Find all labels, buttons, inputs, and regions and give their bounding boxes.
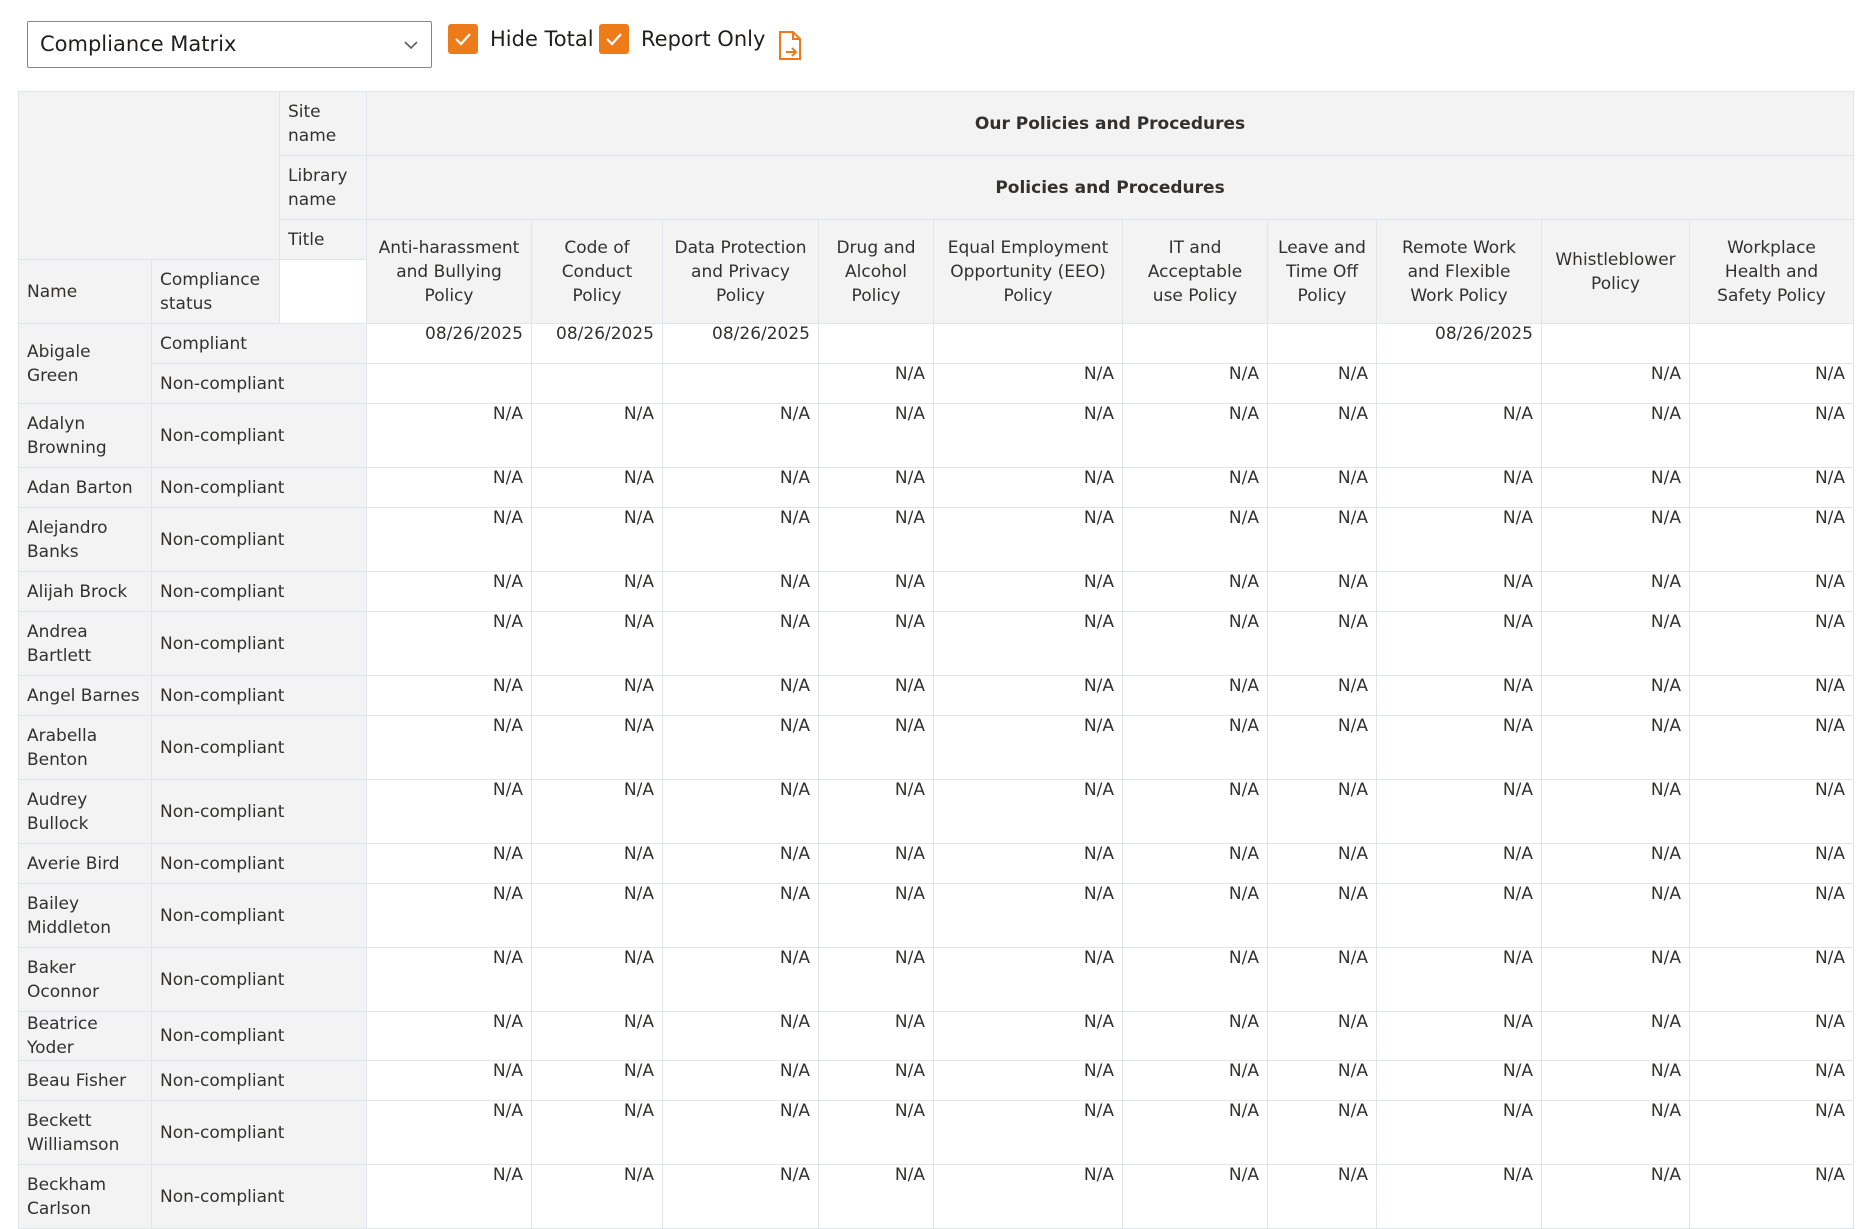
table-row [19, 884, 1854, 948]
matrix-cell[interactable]: N/A [1268, 1101, 1377, 1165]
matrix-cell[interactable]: N/A [1542, 404, 1690, 468]
matrix-cell[interactable] [532, 364, 663, 404]
matrix-cell[interactable]: N/A [367, 676, 532, 716]
table-row [19, 716, 1854, 780]
matrix-body [19, 324, 1854, 1229]
matrix-cell[interactable]: N/A [663, 1165, 819, 1229]
matrix-cell[interactable]: N/A [819, 1061, 934, 1101]
matrix-cell[interactable]: N/A [1377, 1165, 1542, 1229]
matrix-cell[interactable]: N/A [819, 468, 934, 508]
column-header[interactable]: Equal Employment Opportunity (EEO) Policy [934, 220, 1123, 324]
matrix-cell[interactable]: N/A [1542, 844, 1690, 884]
matrix-cell[interactable]: N/A [1690, 612, 1854, 676]
row-status: Non-compliant [152, 404, 367, 468]
matrix-cell[interactable]: N/A [1123, 1101, 1268, 1165]
table-row [19, 468, 1854, 508]
row-name: Beckham Carlson [19, 1165, 152, 1229]
matrix-cell[interactable]: N/A [1268, 404, 1377, 468]
matrix-cell[interactable]: N/A [934, 572, 1123, 612]
matrix-cell[interactable]: N/A [1268, 1165, 1377, 1229]
column-header[interactable]: Drug and Alcohol Policy [819, 220, 934, 324]
matrix-cell[interactable]: N/A [1377, 468, 1542, 508]
row-name: Alijah Brock [19, 572, 152, 612]
toolbar [0, 0, 1873, 90]
matrix-cell[interactable]: N/A [1377, 844, 1542, 884]
matrix-cell[interactable]: N/A [1123, 364, 1268, 404]
matrix-cell[interactable]: N/A [934, 364, 1123, 404]
matrix-cell[interactable]: N/A [934, 468, 1123, 508]
matrix-cell[interactable]: N/A [934, 1012, 1123, 1061]
matrix-cell[interactable]: N/A [1268, 716, 1377, 780]
table-row [19, 1061, 1854, 1101]
matrix-cell[interactable]: N/A [1268, 884, 1377, 948]
matrix-cell[interactable]: N/A [532, 1012, 663, 1061]
row-status: Non-compliant [152, 948, 367, 1012]
matrix-cell[interactable] [1268, 324, 1377, 364]
matrix-cell[interactable]: N/A [367, 1061, 532, 1101]
matrix-cell[interactable]: N/A [367, 780, 532, 844]
matrix-cell[interactable]: N/A [1690, 508, 1854, 572]
matrix-cell[interactable]: N/A [1690, 780, 1854, 844]
matrix-cell[interactable]: N/A [1123, 1012, 1268, 1061]
matrix-cell[interactable]: N/A [663, 1012, 819, 1061]
matrix-cell[interactable]: N/A [1690, 404, 1854, 468]
matrix-cell[interactable]: N/A [819, 884, 934, 948]
header-corner [19, 92, 280, 260]
matrix-cell[interactable]: N/A [1123, 612, 1268, 676]
chevron-down-icon [403, 39, 419, 51]
matrix-cell[interactable]: N/A [367, 468, 532, 508]
row-status: Non-compliant [152, 844, 367, 884]
matrix-cell[interactable]: N/A [532, 780, 663, 844]
matrix-cell[interactable] [934, 324, 1123, 364]
matrix-cell[interactable]: N/A [1377, 716, 1542, 780]
column-header[interactable]: Whistleblower Policy [1542, 220, 1690, 324]
matrix-cell[interactable]: N/A [367, 1101, 532, 1165]
matrix-cell[interactable]: N/A [532, 404, 663, 468]
matrix-cell[interactable]: N/A [663, 612, 819, 676]
matrix-cell[interactable]: N/A [1542, 1061, 1690, 1101]
matrix-cell[interactable]: N/A [367, 716, 532, 780]
matrix-cell[interactable]: N/A [1123, 572, 1268, 612]
matrix-cell[interactable]: N/A [1542, 1101, 1690, 1165]
matrix-cell[interactable]: N/A [663, 404, 819, 468]
matrix-cell[interactable]: 08/26/2025 [532, 324, 663, 364]
matrix-cell[interactable]: N/A [1123, 676, 1268, 716]
matrix-cell[interactable]: N/A [532, 508, 663, 572]
matrix-cell[interactable]: N/A [532, 468, 663, 508]
matrix-cell[interactable]: N/A [1542, 780, 1690, 844]
matrix-cell[interactable]: N/A [1690, 572, 1854, 612]
matrix-cell[interactable]: N/A [367, 612, 532, 676]
matrix-cell[interactable]: N/A [1377, 1012, 1542, 1061]
row-name: Adan Barton [19, 468, 152, 508]
row-status: Non-compliant [152, 1061, 367, 1101]
row-status: Non-compliant [152, 1012, 367, 1061]
table-row [19, 1101, 1854, 1165]
matrix-cell[interactable]: N/A [367, 508, 532, 572]
matrix-cell[interactable]: N/A [934, 1061, 1123, 1101]
matrix-cell[interactable]: N/A [1268, 1061, 1377, 1101]
row-status: Non-compliant [152, 572, 367, 612]
table-row [19, 948, 1854, 1012]
matrix-cell[interactable]: N/A [1542, 364, 1690, 404]
matrix-cell[interactable]: N/A [1690, 676, 1854, 716]
row-name: Angel Barnes [19, 676, 152, 716]
matrix-cell[interactable]: N/A [1690, 844, 1854, 884]
column-header[interactable]: Leave and Time Off Policy [1268, 220, 1377, 324]
matrix-cell[interactable]: N/A [532, 572, 663, 612]
row-name: Andrea Bartlett [19, 612, 152, 676]
matrix-cell[interactable]: N/A [532, 948, 663, 1012]
matrix-cell[interactable]: N/A [1690, 884, 1854, 948]
matrix-cell[interactable]: N/A [532, 612, 663, 676]
row-status: Non-compliant [152, 1101, 367, 1165]
matrix-cell[interactable]: N/A [1542, 612, 1690, 676]
status-column-header[interactable]: Compliance status [152, 260, 280, 324]
matrix-cell[interactable]: N/A [819, 780, 934, 844]
matrix-cell[interactable]: N/A [1690, 1165, 1854, 1229]
matrix-cell[interactable] [1377, 364, 1542, 404]
row-status: Non-compliant [152, 468, 367, 508]
matrix-cell[interactable]: N/A [1123, 884, 1268, 948]
report-only-label: Report Only [641, 27, 766, 51]
matrix-cell[interactable]: N/A [1123, 468, 1268, 508]
matrix-cell[interactable]: N/A [1123, 716, 1268, 780]
row-status: Non-compliant [152, 716, 367, 780]
matrix-cell[interactable]: N/A [1690, 1061, 1854, 1101]
compliance-matrix-table [18, 91, 1854, 1229]
row-name: Beau Fisher [19, 1061, 152, 1101]
matrix-cell[interactable]: N/A [1542, 508, 1690, 572]
matrix-cell[interactable]: N/A [1690, 1012, 1854, 1061]
matrix-cell[interactable]: N/A [819, 572, 934, 612]
matrix-cell[interactable]: N/A [367, 884, 532, 948]
table-row [19, 676, 1854, 716]
matrix-cell[interactable]: N/A [532, 1061, 663, 1101]
table-row [19, 844, 1854, 884]
matrix-cell[interactable]: N/A [1123, 1165, 1268, 1229]
column-header[interactable]: Code of Conduct Policy [532, 220, 663, 324]
matrix-cell[interactable]: N/A [934, 612, 1123, 676]
table-row [19, 612, 1854, 676]
matrix-cell[interactable]: N/A [1377, 572, 1542, 612]
table-row [19, 324, 1854, 364]
matrix-cell[interactable]: N/A [532, 716, 663, 780]
matrix-cell[interactable] [663, 364, 819, 404]
site-name-label: Site name [280, 92, 367, 156]
matrix-cell[interactable] [367, 364, 532, 404]
library-name-label: Library name [280, 156, 367, 220]
matrix-cell[interactable]: N/A [819, 1101, 934, 1165]
matrix-cell[interactable] [1542, 324, 1690, 364]
matrix-cell[interactable]: N/A [934, 1101, 1123, 1165]
table-row [19, 1165, 1854, 1229]
matrix-cell[interactable]: N/A [1690, 364, 1854, 404]
matrix-cell[interactable] [1123, 324, 1268, 364]
matrix-cell[interactable]: N/A [819, 1165, 934, 1229]
title-blank-cell [280, 260, 367, 324]
matrix-cell[interactable] [1690, 324, 1854, 364]
matrix-cell[interactable]: N/A [1377, 404, 1542, 468]
row-name: Averie Bird [19, 844, 152, 884]
matrix-cell[interactable]: 08/26/2025 [1377, 324, 1542, 364]
row-status: Non-compliant [152, 508, 367, 572]
row-status: Compliant [152, 324, 367, 364]
column-header[interactable]: IT and Acceptable use Policy [1123, 220, 1268, 324]
matrix-cell[interactable]: N/A [663, 1101, 819, 1165]
matrix-cell[interactable]: N/A [1377, 1101, 1542, 1165]
table-row [19, 404, 1854, 468]
row-status: Non-compliant [152, 780, 367, 844]
matrix-cell[interactable]: N/A [1268, 948, 1377, 1012]
matrix-cell[interactable]: N/A [1690, 948, 1854, 1012]
matrix-cell[interactable]: N/A [1690, 1101, 1854, 1165]
matrix-cell[interactable]: N/A [934, 884, 1123, 948]
matrix-cell[interactable]: N/A [1377, 612, 1542, 676]
matrix-cell[interactable]: N/A [663, 468, 819, 508]
matrix-cell[interactable]: N/A [1268, 364, 1377, 404]
matrix-cell[interactable]: N/A [1268, 676, 1377, 716]
matrix-cell[interactable]: N/A [1268, 508, 1377, 572]
column-header[interactable]: Workplace Health and Safety Policy [1690, 220, 1854, 324]
matrix-cell[interactable]: N/A [367, 1012, 532, 1061]
row-name: Beckett Williamson [19, 1101, 152, 1165]
matrix-cell[interactable]: N/A [1377, 780, 1542, 844]
matrix-cell[interactable]: N/A [819, 1012, 934, 1061]
matrix-cell[interactable]: N/A [1690, 468, 1854, 508]
matrix-cell[interactable]: N/A [663, 716, 819, 780]
matrix-cell[interactable]: N/A [663, 508, 819, 572]
row-name: Alejandro Banks [19, 508, 152, 572]
matrix-cell[interactable]: N/A [532, 844, 663, 884]
row-name: Beatrice Yoder [19, 1012, 152, 1061]
row-name: Audrey Bullock [19, 780, 152, 844]
matrix-cell[interactable]: N/A [532, 1101, 663, 1165]
matrix-cell[interactable]: N/A [934, 1165, 1123, 1229]
matrix-cell[interactable]: N/A [934, 676, 1123, 716]
matrix-cell[interactable]: N/A [934, 716, 1123, 780]
matrix-cell[interactable]: N/A [1123, 844, 1268, 884]
matrix-cell[interactable]: N/A [819, 716, 934, 780]
row-status: Non-compliant [152, 1165, 367, 1229]
checkbox-checked-icon [448, 24, 478, 54]
matrix-cell[interactable]: N/A [934, 404, 1123, 468]
matrix-cell[interactable]: 08/26/2025 [367, 324, 532, 364]
column-header[interactable]: Data Protection and Privacy Policy [663, 220, 819, 324]
hide-total-checkbox[interactable] [448, 20, 598, 56]
matrix-cell[interactable]: N/A [663, 884, 819, 948]
matrix-cell[interactable]: N/A [1268, 844, 1377, 884]
matrix-cell[interactable]: N/A [819, 676, 934, 716]
export-file-icon[interactable] [776, 30, 804, 62]
matrix-cell[interactable]: N/A [934, 948, 1123, 1012]
matrix-cell[interactable]: N/A [1377, 508, 1542, 572]
site-name-value: Our Policies and Procedures [367, 92, 1854, 156]
title-label: Title [280, 220, 367, 260]
matrix-cell[interactable]: N/A [819, 508, 934, 572]
report-type-dropdown[interactable] [27, 21, 432, 68]
matrix-cell[interactable]: N/A [532, 884, 663, 948]
matrix-cell[interactable]: N/A [1377, 948, 1542, 1012]
matrix-cell[interactable]: N/A [1377, 676, 1542, 716]
row-status: Non-compliant [152, 364, 367, 404]
matrix-cell[interactable]: N/A [367, 572, 532, 612]
matrix-cell[interactable]: N/A [1542, 468, 1690, 508]
matrix-cell[interactable]: N/A [663, 572, 819, 612]
table-row [19, 780, 1854, 844]
matrix-cell[interactable]: N/A [819, 404, 934, 468]
matrix-cell[interactable]: N/A [663, 948, 819, 1012]
matrix-cell[interactable]: N/A [1542, 676, 1690, 716]
library-name-value: Policies and Procedures [367, 156, 1854, 220]
matrix-cell[interactable]: N/A [532, 676, 663, 716]
matrix-cell[interactable]: N/A [663, 780, 819, 844]
matrix-cell[interactable]: N/A [1542, 572, 1690, 612]
matrix-cell[interactable]: N/A [1123, 1061, 1268, 1101]
matrix-cell[interactable]: N/A [1542, 884, 1690, 948]
row-status: Non-compliant [152, 676, 367, 716]
table-row [19, 1012, 1854, 1061]
matrix-cell[interactable]: N/A [663, 676, 819, 716]
matrix-cell[interactable]: N/A [819, 612, 934, 676]
matrix-cell[interactable]: N/A [367, 948, 532, 1012]
matrix-cell[interactable]: N/A [934, 844, 1123, 884]
row-name: Adalyn Browning [19, 404, 152, 468]
matrix-cell[interactable]: N/A [1123, 780, 1268, 844]
matrix-cell[interactable]: N/A [934, 780, 1123, 844]
row-status: Non-compliant [152, 884, 367, 948]
matrix-cell[interactable]: N/A [819, 948, 934, 1012]
matrix-cell[interactable]: N/A [663, 1061, 819, 1101]
matrix-cell[interactable]: N/A [1542, 716, 1690, 780]
matrix-cell[interactable]: N/A [1123, 404, 1268, 468]
matrix-cell[interactable]: N/A [1377, 884, 1542, 948]
matrix-cell[interactable]: N/A [1542, 1012, 1690, 1061]
row-name: Abigale Green [19, 324, 152, 404]
matrix-cell[interactable]: N/A [1268, 1012, 1377, 1061]
row-name: Bailey Middleton [19, 884, 152, 948]
matrix-cell[interactable]: N/A [934, 508, 1123, 572]
column-header[interactable]: Anti-harassment and Bullying Policy [367, 220, 532, 324]
table-row [19, 572, 1854, 612]
matrix-cell[interactable]: N/A [1377, 1061, 1542, 1101]
row-status: Non-compliant [152, 612, 367, 676]
row-name: Arabella Benton [19, 716, 152, 780]
checkbox-checked-icon [599, 24, 629, 54]
matrix-cell[interactable]: N/A [1268, 468, 1377, 508]
hide-total-label: Hide Total [490, 27, 594, 51]
matrix-cell[interactable]: N/A [367, 404, 532, 468]
matrix-cell[interactable] [819, 324, 934, 364]
matrix-cell[interactable]: N/A [819, 844, 934, 884]
matrix-cell[interactable]: N/A [532, 1165, 663, 1229]
matrix-cell[interactable]: N/A [663, 844, 819, 884]
row-name: Baker Oconnor [19, 948, 152, 1012]
table-row [19, 364, 1854, 404]
matrix-cell[interactable]: N/A [367, 844, 532, 884]
matrix-cell[interactable]: N/A [1268, 780, 1377, 844]
matrix-cell[interactable]: N/A [819, 364, 934, 404]
matrix-cell[interactable]: N/A [1690, 716, 1854, 780]
matrix-cell[interactable]: N/A [1268, 612, 1377, 676]
name-column-header[interactable]: Name [19, 260, 152, 324]
matrix-cell[interactable]: N/A [1542, 948, 1690, 1012]
report-type-dropdown-value: Compliance Matrix [40, 32, 237, 56]
report-only-checkbox[interactable] [599, 20, 766, 56]
column-header[interactable]: Remote Work and Flexible Work Policy [1377, 220, 1542, 324]
table-row [19, 508, 1854, 572]
matrix-cell[interactable]: N/A [367, 1165, 532, 1229]
matrix-cell[interactable]: N/A [1268, 572, 1377, 612]
matrix-cell[interactable]: 08/26/2025 [663, 324, 819, 364]
matrix-cell[interactable]: N/A [1542, 1165, 1690, 1229]
matrix-cell[interactable]: N/A [1123, 948, 1268, 1012]
matrix-cell[interactable]: N/A [1123, 508, 1268, 572]
